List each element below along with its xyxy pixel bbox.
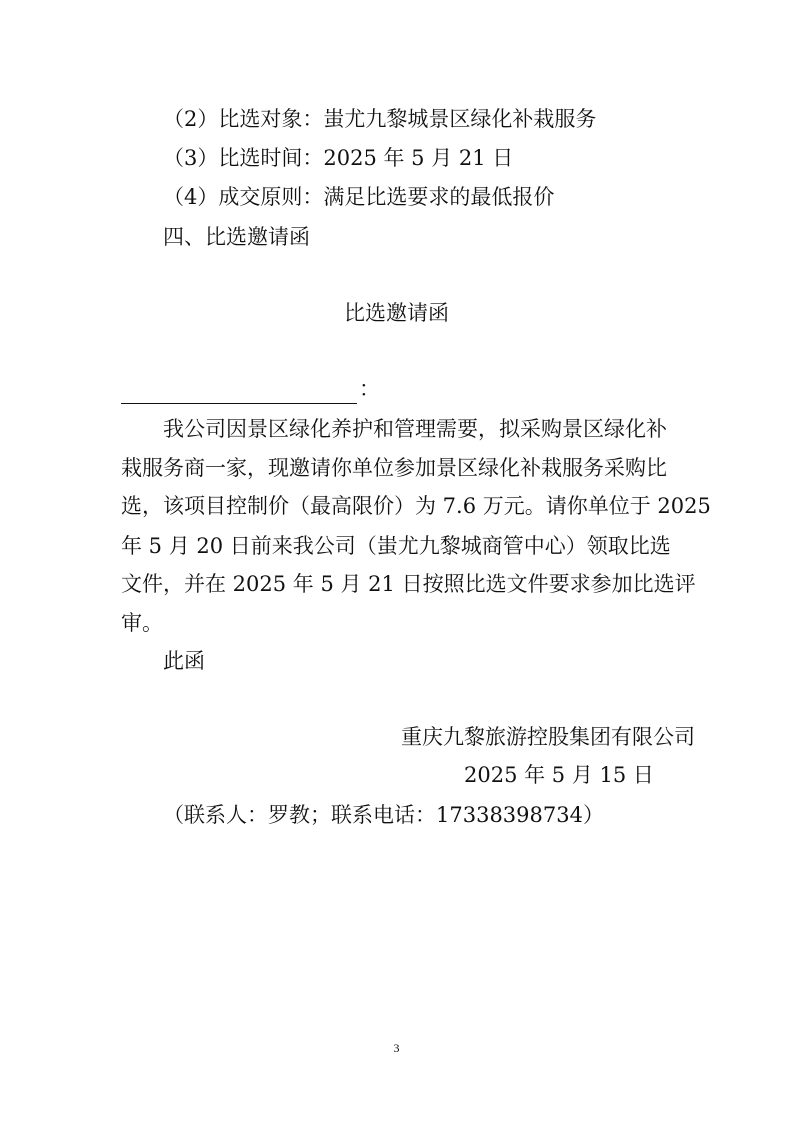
closing-text: 此函 — [163, 649, 205, 673]
signature-date: 2025 年 5 月 15 日 — [464, 763, 654, 787]
paragraph-line: 审。 — [121, 611, 163, 635]
paragraph-line: 选，该项目控制价（最高限价）为 7.6 万元。请你单位于 2025 — [121, 494, 711, 518]
paragraph-line: 栽服务商一家，现邀请你单位参加景区绿化补栽服务采购比 — [121, 456, 667, 480]
signature-organization: 重庆九黎旅游控股集团有限公司 — [401, 725, 695, 749]
contact-info: （联系人：罗教；联系电话：17338398734） — [163, 803, 604, 827]
item-selection-time: （3）比选时间：2025 年 5 月 21 日 — [163, 146, 514, 170]
section-heading: 四、比选邀请函 — [163, 225, 310, 249]
page-number: 3 — [393, 1041, 400, 1055]
addressee-blank — [121, 381, 357, 404]
letter-title: 比选邀请函 — [344, 301, 449, 325]
item-selection-object: （2）比选对象：蚩尤九黎城景区绿化补栽服务 — [163, 107, 597, 131]
paragraph-line: 年 5 月 20 日前来我公司（蚩尤九黎城商管中心）领取比选 — [121, 534, 671, 558]
addressee-line — [121, 374, 380, 404]
item-deal-principle: （4）成交原则：满足比选要求的最低报价 — [163, 185, 555, 209]
addressee-colon: ： — [359, 377, 380, 401]
paragraph-line: 文件，并在 2025 年 5 月 21 日按照比选文件要求参加比选评 — [121, 572, 696, 596]
paragraph-line: 我公司因景区绿化养护和管理需要，拟采购景区绿化补 — [163, 417, 667, 441]
